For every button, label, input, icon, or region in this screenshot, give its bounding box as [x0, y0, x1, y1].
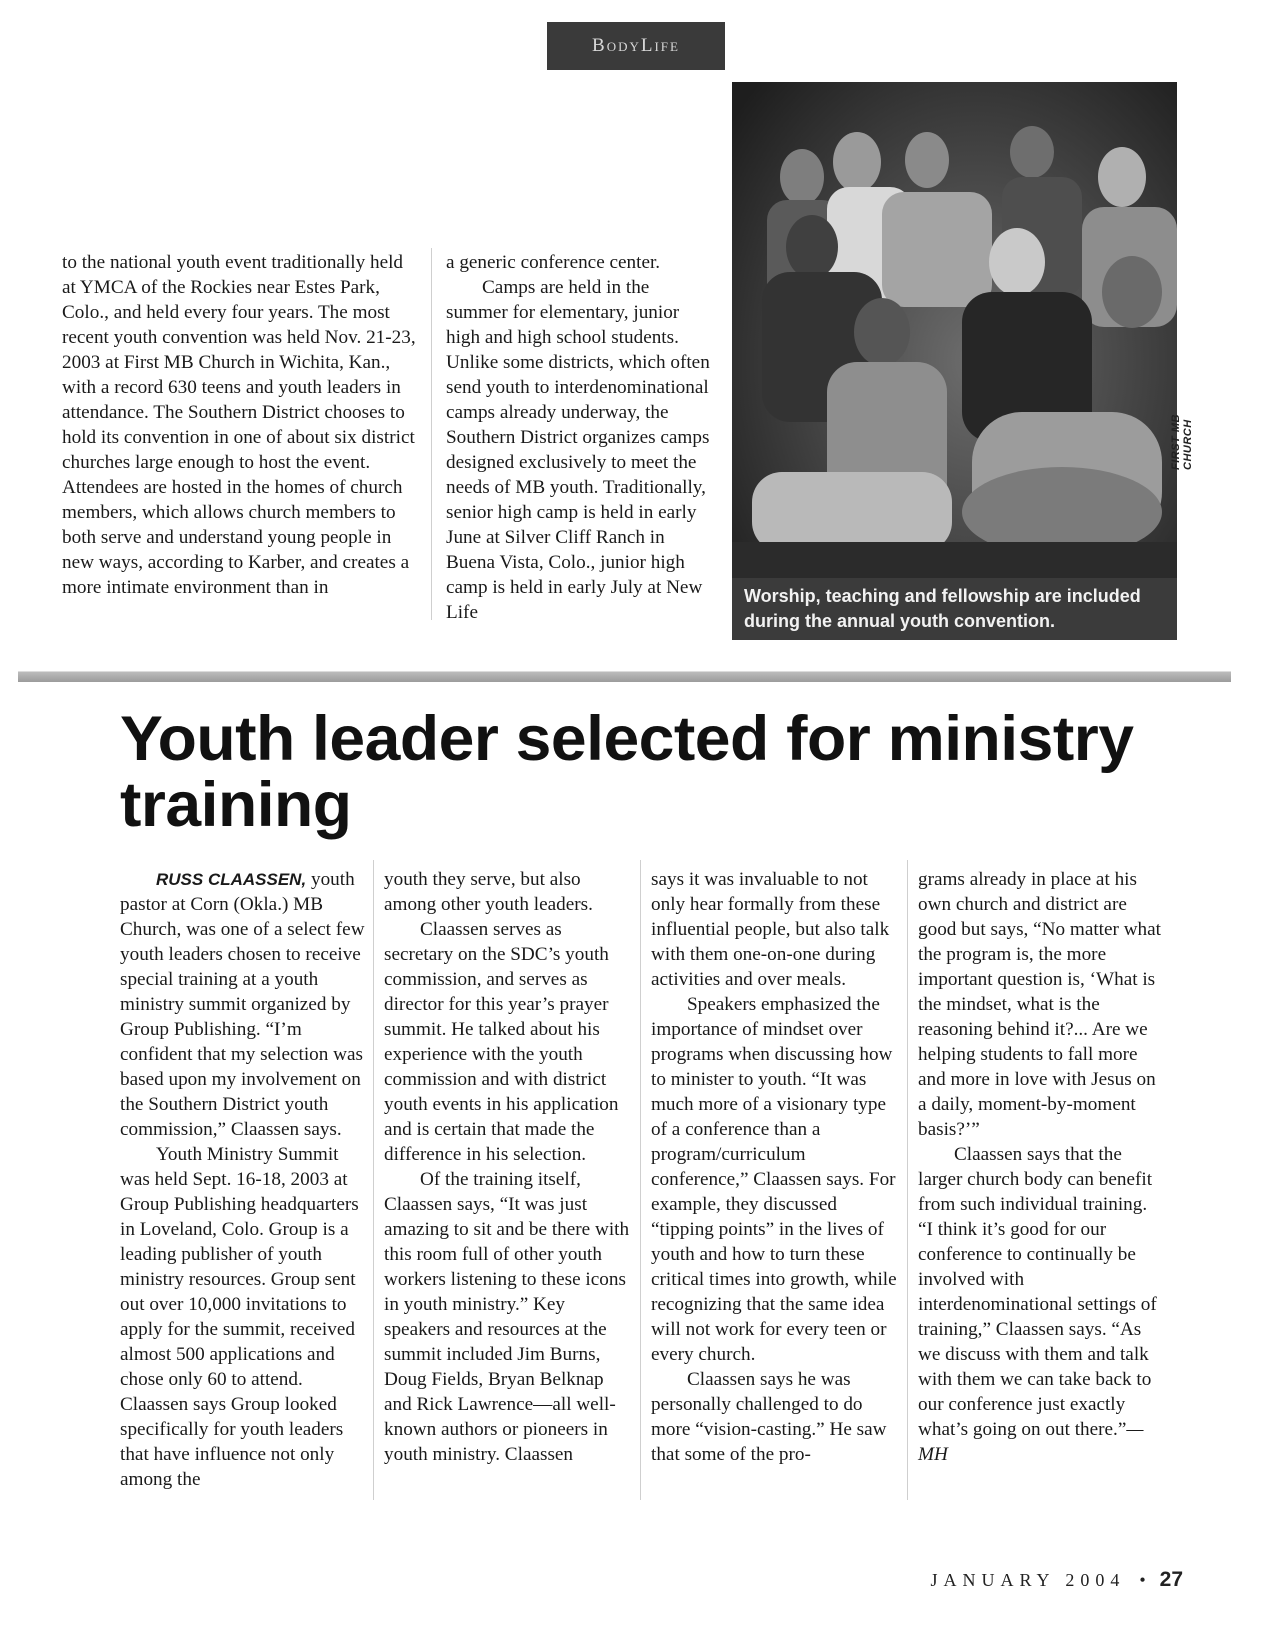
article-paragraph: Of the training itself, Claassen says, “It was just amazing to sit and be there with this room full of other youth workers listening to these icons in youth ministry.” Key speakers and resources at the summit included Jim Burns, Doug Fields, Bryan Belknap and Rick Lawrence—all well-known authors or pioneers in youth ministry. Claassen	[384, 1169, 630, 1465]
page-number: 27	[1159, 1568, 1183, 1591]
article-paragraph: says it was invaluable to not only hear formally from these influential people, but also talk with them one-on-one during activities and over meals.	[651, 869, 890, 990]
event-photo	[732, 82, 1177, 640]
issue-date: JANUARY 2004	[930, 1570, 1126, 1590]
column-rule	[431, 248, 432, 620]
article-paragraph: Claassen says he was personally challenged to do more “vision-casting.” He saw that some of the pro-	[651, 1369, 887, 1465]
article-paragraph: Speakers emphasized the importance of mindset over programs when discussing how to minister to youth. “It was much more of a visionary type of a conference than a program/curriculum conference,” Claassen says. For example, they discussed “tipping points” in the lives of youth and how to turn these critical times into growth, while recognizing that the same idea will not work for every teen or every church.	[651, 994, 897, 1365]
article-column-4	[918, 867, 1166, 1467]
article-paragraph: Claassen says that the larger church body can benefit from such individual training. “I think it’s good for our conference to continually be involved with interdenominational settings of training,” Claassen says. “As we discuss with them and talk with them we can take back to our conference just exactly what’s going on out there.”	[918, 1144, 1157, 1440]
upper-col2-para: Camps are held in the summer for elementary, junior high and high school students. Unlike some districts, which often send youth to interdenominational camps already underway, the Southern District organizes camps designed exclusively to meet the needs of MB youth. Traditionally, senior high camp is held in early June at Silver Cliff Ranch in Buena Vista, Colo., junior high camp is held in early July at New Life	[446, 277, 710, 623]
photo-credit: FIRST MB CHURCH	[1170, 414, 1194, 470]
byline: RUSS CLAASSEN,	[156, 870, 307, 889]
article-headline: Youth leader selected for ministry training	[120, 704, 1134, 840]
author-signature: —MH	[918, 1419, 1144, 1465]
article-paragraph: grams already in place at his own church and district are good but says, “No matter what the program is, the more important question is, ‘What is the mindset, what is the reasoning behind it?... Are we helping students to fall more and more in love with Jesus on a daily, moment-by-moment basis?’”	[918, 869, 1161, 1140]
upper-col1-para: to the national youth event traditionally held at YMCA of the Rockies near Estes Park, Colo., and held every four years. The most recent youth convention was held Nov. 21-23, 2003 at First MB Church in Wichita, Kan., with a record 630 teens and youth leaders in attendance. The Southern District chooses to hold its convention in one of about six district churches large enough to host the event. Attendees are hosted in the homes of church members, which allows church members to both serve and understand young people in new ways, according to Karber, and creates a more intimate environment than in	[62, 252, 416, 598]
article-paragraph: youth they serve, but also among other youth leaders.	[384, 869, 593, 915]
section-divider	[18, 671, 1231, 682]
upper-column-2	[446, 250, 712, 625]
article-column-2	[384, 867, 632, 1467]
article-paragraph: youth pastor at Corn (Okla.) MB Church, was one of a select few youth leaders chosen to receive special training at a youth ministry summit organized by Group Publishing. “I’m confident that my selection was based upon my involvement on the Southern District youth commission,” Claassen says.	[120, 869, 365, 1140]
photo-caption: Worship, teaching and fellowship are included during the annual youth convention.	[732, 578, 1177, 640]
footer-bullet: •	[1139, 1570, 1146, 1590]
column-rule	[373, 860, 374, 1500]
column-rule	[907, 860, 908, 1500]
article-paragraph: Youth Ministry Summit was held Sept. 16-18, 2003 at Group Publishing headquarters in Loveland, Colo. Group is a leading publisher of youth ministry resources. Group sent out over 10,000 invitations to apply for the summit, received almost 500 applications and chose only 60 to attend. Claassen says Group looked specifically for youth leaders that have influence not only among the	[120, 1144, 359, 1490]
section-header: BodyLife	[547, 22, 725, 70]
article-column-3	[651, 867, 899, 1467]
column-rule	[640, 860, 641, 1500]
upper-column-1	[62, 250, 417, 600]
crowd-photo-image	[732, 82, 1177, 640]
article-column-1	[120, 867, 368, 1492]
page-footer	[930, 1568, 1183, 1592]
article-paragraph: Claassen serves as secretary on the SDC’s youth commission, and serves as director for this year’s prayer summit. He talked about his experience with the youth commission and with district youth events in his application and is certain that made the difference in his selection.	[384, 919, 619, 1165]
upper-col2-para: a generic conference center.	[446, 252, 661, 273]
